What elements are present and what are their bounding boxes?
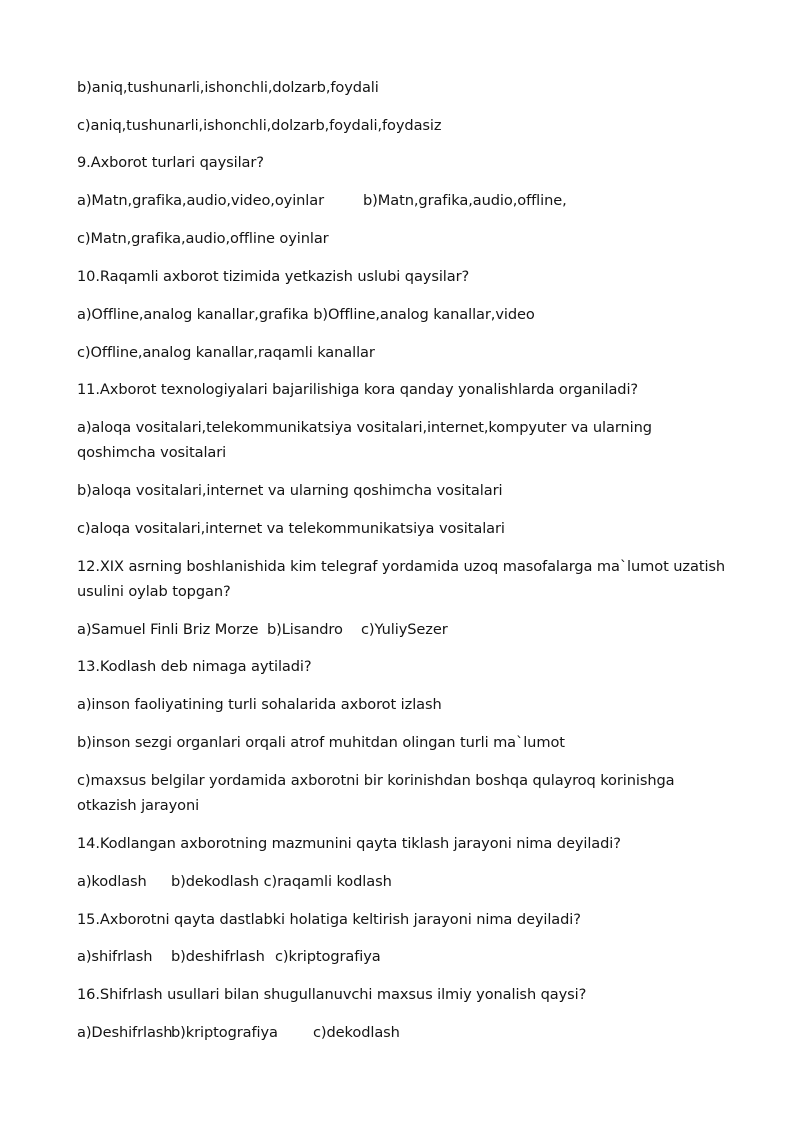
answer-option: a)Offline,analog kanallar,grafika b)Offline,analog kanallar,video bbox=[77, 306, 535, 323]
question-9: 9.Axborot turlari qaysilar? bbox=[77, 154, 264, 171]
answer-option: a)inson faoliyatining turli sohalarida axborot izlash bbox=[77, 696, 442, 713]
answer-option: a)kodlash bbox=[77, 873, 147, 890]
answer-option: c)Offline,analog kanallar,raqamli kanallar bbox=[77, 344, 375, 361]
answer-option: c)Matn,grafika,audio,offline oyinlar bbox=[77, 230, 329, 247]
answer-option: a)Deshifrlash bbox=[77, 1024, 173, 1041]
question-12: 12.XIX asrning boshlanishida kim telegraf yordamida uzoq masofalarga ma`lumot uzatish usulini oylab topgan? bbox=[77, 558, 726, 600]
answer-option: b)aniq,tushunarli,ishonchli,dolzarb,foydali bbox=[77, 79, 379, 96]
question-10: 10.Raqamli axborot tizimida yetkazish uslubi qaysilar? bbox=[77, 268, 470, 285]
answer-option: b)Matn,grafika,audio,offline, bbox=[363, 192, 567, 209]
answer-option: b)dekodlash c)raqamli kodlash bbox=[171, 873, 392, 890]
answer-option: b)kriptografiya bbox=[171, 1024, 278, 1041]
answer-option: a)Samuel Finli Briz Morze bbox=[77, 621, 259, 638]
question-13: 13.Kodlash deb nimaga aytiladi? bbox=[77, 658, 312, 675]
answer-option: a)Matn,grafika,audio,video,oyinlar bbox=[77, 192, 325, 209]
answer-option: a)aloqa vositalari,telekommunikatsiya vositalari,internet,kompyuter va ularning qoshimcha vositalari bbox=[77, 419, 652, 461]
answer-option: b)aloqa vositalari,internet va ularning qoshimcha vositalari bbox=[77, 482, 503, 499]
answer-option: c)dekodlash bbox=[313, 1024, 400, 1041]
answer-option: b)inson sezgi organlari orqali atrof muhitdan olingan turli ma`lumot bbox=[77, 734, 565, 751]
answer-option: c)aniq,tushunarli,ishonchli,dolzarb,foydali,foydasiz bbox=[77, 117, 442, 134]
answer-option: c)aloqa vositalari,internet va telekommunikatsiya vositalari bbox=[77, 520, 505, 537]
question-11: 11.Axborot texnologiyalari bajarilishiga kora qanday yonalishlarda organiladi? bbox=[77, 381, 639, 398]
answer-option: c)YuliySezer bbox=[361, 621, 448, 638]
question-15: 15.Axborotni qayta dastlabki holatiga keltirish jarayoni nima deyiladi? bbox=[77, 911, 581, 928]
answer-option: b)Lisandro bbox=[267, 621, 343, 638]
answer-option: c)kriptografiya bbox=[275, 948, 381, 965]
answer-option: c)maxsus belgilar yordamida axborotni bir korinishdan boshqa qulayroq korinishga otkazish jarayoni bbox=[77, 772, 675, 814]
answer-option: a)shifrlash bbox=[77, 948, 153, 965]
question-16: 16.Shifrlash usullari bilan shugullanuvchi maxsus ilmiy yonalish qaysi? bbox=[77, 986, 587, 1003]
question-14: 14.Kodlangan axborotning mazmunini qayta tiklash jarayoni nima deyiladi? bbox=[77, 835, 621, 852]
answer-option: b)deshifrlash bbox=[171, 948, 265, 965]
